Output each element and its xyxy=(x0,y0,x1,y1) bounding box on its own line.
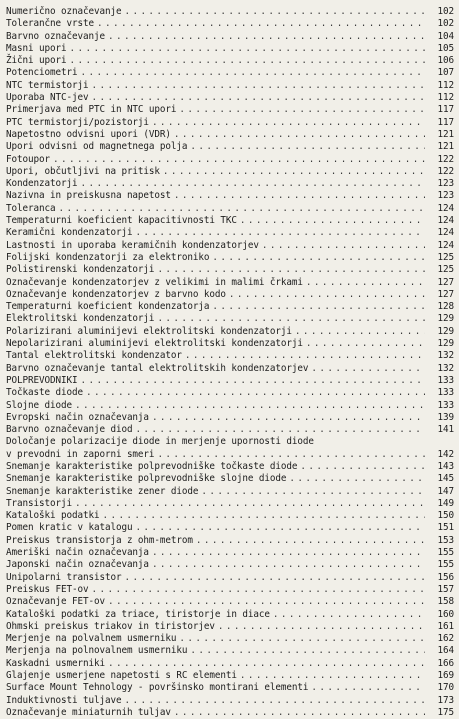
dot-leader xyxy=(295,326,425,338)
toc-entry-title: Merjenje na polvalnem usmerniku xyxy=(6,633,177,645)
dot-leader xyxy=(80,375,425,387)
toc-entry-title: Določanje polarizacije diode in merjenje upornosti diode xyxy=(6,436,314,448)
toc-entry-page-number: 102 xyxy=(437,6,454,17)
dot-leader xyxy=(190,645,425,657)
toc-entry xyxy=(6,203,454,215)
dot-leader xyxy=(300,461,425,473)
toc-entry-page-number: 112 xyxy=(437,92,454,104)
toc-entry xyxy=(6,621,454,633)
dot-leader xyxy=(69,43,425,55)
toc-entry-page-number: 128 xyxy=(437,301,454,313)
toc-entry-page-number: 145 xyxy=(437,473,454,485)
toc-entry xyxy=(6,412,454,424)
toc-entry xyxy=(6,424,454,436)
toc-entry-title: Temperaturni koeficient kondenzatorja xyxy=(6,301,210,313)
toc-entry xyxy=(6,338,454,350)
toc-entry xyxy=(6,670,454,682)
dot-leader xyxy=(179,104,425,116)
dot-leader xyxy=(190,141,425,153)
toc-entry-title: Slojne diode xyxy=(6,399,72,411)
toc-list xyxy=(6,6,454,719)
toc-entry-page-number: 133 xyxy=(437,399,454,411)
toc-entry-title: Barvno označevanje tantal elektrolitskih kondenzatorjev xyxy=(6,362,309,374)
toc-entry-page-number: 112 xyxy=(437,79,454,91)
toc-entry-title: Primerjava med PTC in NTC upori xyxy=(6,104,177,116)
toc-entry-title: Transistorji xyxy=(6,497,72,509)
toc-entry xyxy=(6,289,454,301)
dot-leader xyxy=(86,387,425,399)
toc-entry-title: Polarizirani aluminijevi elektrolitski kondenzatorji xyxy=(6,325,292,337)
dot-leader xyxy=(311,682,425,694)
dot-leader xyxy=(179,633,425,645)
toc-entry xyxy=(6,313,454,325)
toc-entry-page-number: 105 xyxy=(437,42,454,54)
toc-entry-page-number: 166 xyxy=(437,657,454,669)
toc-entry-page-number: 104 xyxy=(437,30,454,42)
toc-entry-title: Keramični kondenzatorji xyxy=(6,227,133,239)
toc-entry-page-number: 143 xyxy=(437,460,454,472)
toc-entry-page-number: 156 xyxy=(437,571,454,583)
toc-entry xyxy=(6,695,454,707)
toc-entry xyxy=(6,43,454,55)
toc-entry-page-number: 133 xyxy=(437,374,454,386)
toc-entry-page-number: 124 xyxy=(437,239,454,251)
toc-entry xyxy=(6,326,454,338)
toc-entry xyxy=(6,178,454,190)
toc-entry-title: Barvno označevanje xyxy=(6,30,105,42)
toc-entry xyxy=(6,449,454,461)
toc-entry-page-number: 106 xyxy=(437,55,454,67)
toc-entry xyxy=(6,510,454,522)
toc-entry xyxy=(6,141,454,153)
toc-entry-title: Tantal elektrolitski kondenzator xyxy=(6,350,182,362)
toc-entry xyxy=(6,682,454,694)
toc-entry xyxy=(6,227,454,239)
toc-entry-page-number: 129 xyxy=(437,325,454,337)
dot-leader xyxy=(157,313,425,325)
dot-leader xyxy=(91,80,425,92)
dot-leader xyxy=(306,338,425,350)
dot-leader xyxy=(174,129,425,141)
toc-entry-page-number: 129 xyxy=(437,313,454,325)
toc-entry-title: Kataloški podatki xyxy=(6,510,100,522)
toc-entry-title: Masni upori xyxy=(6,42,67,54)
toc-entry-title: Označevanje kondenzatorjev z velikimi in malimi črkami xyxy=(6,276,303,288)
toc-entry-page-number: 122 xyxy=(437,153,454,165)
toc-entry-title: Ameriški način označevanja xyxy=(6,547,149,559)
toc-entry-title: Polistirenski kondenzatorji xyxy=(6,264,155,276)
dot-leader xyxy=(152,547,425,559)
toc-entry-title: Označevanje FET-ov xyxy=(6,596,105,608)
toc-entry xyxy=(6,596,454,608)
dot-leader xyxy=(75,400,425,412)
dot-leader xyxy=(240,215,425,227)
dot-leader xyxy=(91,92,425,104)
toc-entry xyxy=(6,104,454,116)
toc-entry-title: Nazivna in preiskusna napetost xyxy=(6,190,171,202)
toc-entry-page-number: 123 xyxy=(437,178,454,190)
toc-entry-page-number: 169 xyxy=(437,670,454,682)
toc-entry xyxy=(6,547,454,559)
toc-entry xyxy=(6,645,454,657)
toc-entry xyxy=(6,658,454,670)
toc-entry-title: Merjenja na polnovalnem usmerniku xyxy=(6,645,188,657)
toc-entry-title: Uporaba NTC-jev xyxy=(6,92,89,104)
toc-entry-page-number: 139 xyxy=(437,411,454,423)
dot-leader xyxy=(311,363,425,375)
dot-leader xyxy=(80,178,425,190)
toc-entry-title: Označevanje kondenzatorjev z barvno kodo xyxy=(6,288,226,300)
toc-entry-title: Pomen kratic v katalogu xyxy=(6,522,133,534)
toc-entry xyxy=(6,240,454,252)
toc-entry-page-number: 170 xyxy=(437,682,454,694)
toc-entry-title: Japonski način označevanja xyxy=(6,559,149,571)
table-of-contents-page xyxy=(6,6,454,718)
toc-entry-title: Kaskadni usmerniki xyxy=(6,657,105,669)
dot-leader xyxy=(152,117,425,129)
toc-entry-page-number: 124 xyxy=(437,215,454,227)
dot-leader xyxy=(124,572,425,584)
toc-entry xyxy=(6,633,454,645)
toc-entry-title: Temperaturni koeficient kapacitivnosti TKC xyxy=(6,215,237,227)
dot-leader xyxy=(108,658,425,670)
toc-entry-title: PTC termistorji/pozistorji xyxy=(6,116,149,128)
toc-entry xyxy=(6,436,454,448)
toc-entry-page-number: 124 xyxy=(437,202,454,214)
toc-entry-title: Kataloški podatki za triace, tiristorje in diace xyxy=(6,608,270,620)
dot-leader xyxy=(135,227,425,239)
toc-entry-page-number: 129 xyxy=(437,338,454,350)
toc-entry-page-number: 102 xyxy=(437,18,454,30)
dot-leader xyxy=(135,522,425,534)
toc-entry xyxy=(6,363,454,375)
toc-entry-page-number: 123 xyxy=(437,190,454,202)
toc-entry-page-number: 149 xyxy=(437,497,454,509)
toc-entry-title: Folijski kondenzatorji za elektroniko xyxy=(6,251,210,263)
toc-entry xyxy=(6,264,454,276)
toc-entry xyxy=(6,559,454,571)
toc-entry-page-number: 158 xyxy=(437,596,454,608)
dot-leader xyxy=(135,424,425,436)
dot-leader xyxy=(102,510,425,522)
toc-entry-page-number: 160 xyxy=(437,608,454,620)
toc-entry-page-number: 142 xyxy=(437,448,454,460)
dot-leader xyxy=(163,166,425,178)
toc-entry-title: Toleranca xyxy=(6,202,56,214)
toc-entry-title: Snemanje karakteristike polprevodniške slojne diode xyxy=(6,473,287,485)
toc-entry xyxy=(6,190,454,202)
toc-entry xyxy=(6,92,454,104)
toc-entry xyxy=(6,535,454,547)
dot-leader xyxy=(262,240,425,252)
toc-entry-page-number: 107 xyxy=(437,67,454,79)
toc-entry-page-number: 117 xyxy=(437,116,454,128)
toc-entry-page-number: 155 xyxy=(437,547,454,559)
dot-leader xyxy=(273,609,425,621)
dot-leader xyxy=(97,18,425,30)
toc-entry-title: Upori odvisni od magnetnega polja xyxy=(6,141,188,153)
toc-entry-page-number: 133 xyxy=(437,387,454,399)
toc-entry xyxy=(6,486,454,498)
toc-entry-title: Elektrolitski kondenzatorji xyxy=(6,313,155,325)
dot-leader xyxy=(229,289,425,301)
toc-entry-title: v prevodni in zaporni smeri xyxy=(6,448,155,460)
toc-entry-title: Snemanje karakteristike polprevodniške točkaste diode xyxy=(6,460,298,472)
toc-entry xyxy=(6,522,454,534)
dot-leader xyxy=(108,596,425,608)
toc-entry xyxy=(6,277,454,289)
toc-entry-title: Barvno označevanje diod xyxy=(6,424,133,436)
toc-entry-title: Numerično označevanje xyxy=(6,6,122,17)
dot-leader xyxy=(53,154,425,166)
toc-entry-page-number: 141 xyxy=(437,424,454,436)
toc-entry-page-number: 157 xyxy=(437,583,454,595)
toc-entry xyxy=(6,350,454,362)
dot-leader xyxy=(157,264,425,276)
toc-entry-title: NTC termistorji xyxy=(6,79,89,91)
dot-leader xyxy=(212,252,425,264)
toc-entry-page-number: 125 xyxy=(437,264,454,276)
toc-entry xyxy=(6,461,454,473)
toc-entry-title: Glajenje usmerjene napetosti s RC elementi xyxy=(6,670,237,682)
toc-entry xyxy=(6,55,454,67)
toc-entry xyxy=(6,572,454,584)
dot-leader xyxy=(218,621,425,633)
toc-entry xyxy=(6,609,454,621)
toc-entry-page-number: 132 xyxy=(437,350,454,362)
dot-leader xyxy=(91,584,425,596)
toc-entry-page-number: 155 xyxy=(437,559,454,571)
toc-entry-page-number: 147 xyxy=(437,485,454,497)
toc-entry-page-number: 151 xyxy=(437,522,454,534)
toc-entry xyxy=(6,31,454,43)
toc-entry-page-number: 162 xyxy=(437,633,454,645)
toc-entry xyxy=(6,215,454,227)
dot-leader xyxy=(108,31,425,43)
toc-entry-title: Preiskus FET-ov xyxy=(6,583,89,595)
toc-entry-page-number: 117 xyxy=(437,104,454,116)
toc-entry-title: Fotoupor xyxy=(6,153,50,165)
toc-entry-title: Točkaste diode xyxy=(6,387,83,399)
dot-leader xyxy=(174,707,425,719)
toc-entry-title: Žični upori xyxy=(6,55,67,67)
dot-leader xyxy=(152,559,425,571)
toc-entry-title: Kondenzatorji xyxy=(6,178,78,190)
dot-leader xyxy=(75,498,425,510)
toc-entry-page-number: 122 xyxy=(437,165,454,177)
toc-entry-title: Induktivnosti tuljave xyxy=(6,694,122,706)
toc-entry-title: Napetostno odvisni upori (VDR) xyxy=(6,128,171,140)
toc-entry-title: Ohmski preiskus triakov in tiristorjev xyxy=(6,620,215,632)
dot-leader xyxy=(240,670,425,682)
toc-entry-title: Nepolarizirani aluminijevi elektrolitski kondenzatorji xyxy=(6,338,303,350)
toc-entry xyxy=(6,498,454,510)
toc-entry-page-number: 127 xyxy=(437,288,454,300)
toc-entry xyxy=(6,129,454,141)
dot-leader xyxy=(201,486,425,498)
toc-entry xyxy=(6,154,454,166)
dot-leader xyxy=(157,449,425,461)
toc-entry xyxy=(6,707,454,719)
toc-entry xyxy=(6,67,454,79)
toc-entry xyxy=(6,6,454,18)
toc-entry-page-number: 127 xyxy=(437,276,454,288)
dot-leader xyxy=(289,473,425,485)
toc-entry xyxy=(6,80,454,92)
toc-entry-title: Lastnosti in uporaba keramičnih kondenzatorjev xyxy=(6,239,259,251)
toc-entry-page-number: 150 xyxy=(437,510,454,522)
toc-entry-title: Označevanje miniaturnih tuljav xyxy=(6,706,171,718)
toc-entry-page-number: 121 xyxy=(437,141,454,153)
dot-leader xyxy=(196,535,425,547)
dot-leader xyxy=(80,67,425,79)
toc-entry-title: Evropski način označevanja xyxy=(6,411,149,423)
toc-entry-page-number: 173 xyxy=(437,694,454,706)
toc-entry xyxy=(6,473,454,485)
toc-entry-title: Snemanje karakteristike zener diode xyxy=(6,485,199,497)
toc-entry-title: Upori, občutljivi na pritisk xyxy=(6,165,160,177)
toc-entry-title: Unipolarni transistor xyxy=(6,571,122,583)
toc-entry xyxy=(6,117,454,129)
toc-entry-title: POLPREVODNIKI xyxy=(6,374,78,386)
toc-entry xyxy=(6,400,454,412)
toc-entry xyxy=(6,166,454,178)
toc-entry-page-number: 153 xyxy=(437,534,454,546)
dot-leader xyxy=(152,412,425,424)
toc-entry xyxy=(6,584,454,596)
dot-leader xyxy=(69,55,425,67)
toc-entry xyxy=(6,301,454,313)
dot-leader xyxy=(124,6,425,18)
toc-entry-page-number: 164 xyxy=(437,645,454,657)
toc-entry xyxy=(6,375,454,387)
dot-leader xyxy=(58,203,425,215)
toc-entry-page-number: 124 xyxy=(437,227,454,239)
dot-leader xyxy=(185,350,425,362)
toc-entry-title: Preiskus transistorja z ohm-metrom xyxy=(6,534,193,546)
toc-entry-page-number: 125 xyxy=(437,251,454,263)
toc-entry-title: Potenciometri xyxy=(6,67,78,79)
toc-entry-page-number: 161 xyxy=(437,620,454,632)
dot-leader xyxy=(212,301,425,313)
dot-leader xyxy=(174,190,425,202)
toc-entry-title: Tolerančne vrste xyxy=(6,18,94,30)
dot-leader xyxy=(124,695,425,707)
toc-entry-page-number: 175 xyxy=(437,706,454,718)
toc-entry xyxy=(6,252,454,264)
dot-leader xyxy=(306,277,425,289)
toc-entry-page-number: 121 xyxy=(437,128,454,140)
toc-entry-title: Surface Mount Tehnology - površinsko montirani elementi xyxy=(6,682,309,694)
toc-entry xyxy=(6,18,454,30)
toc-entry xyxy=(6,387,454,399)
toc-entry-page-number: 132 xyxy=(437,362,454,374)
